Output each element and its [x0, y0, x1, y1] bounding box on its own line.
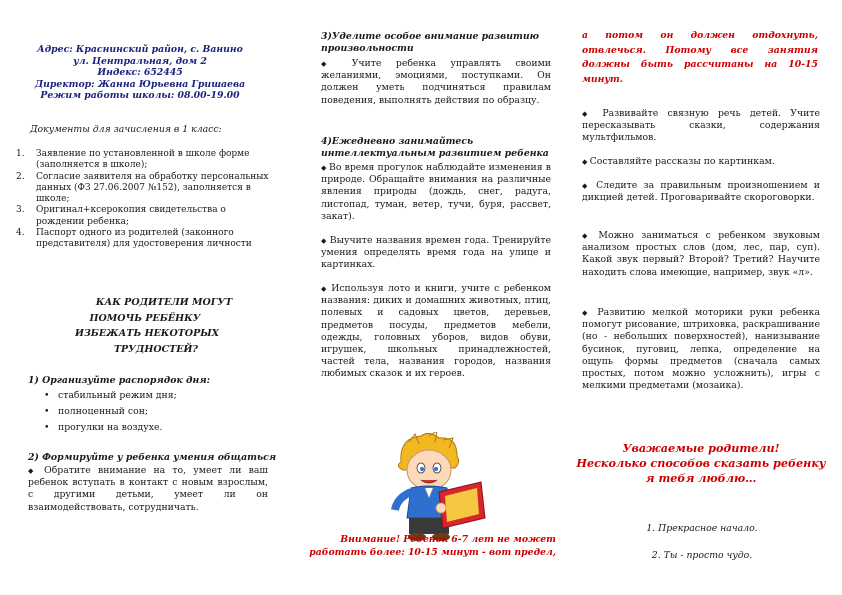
schoolboy-illustration [369, 432, 489, 542]
bullet-icon: ◆ [582, 158, 590, 166]
list-item [16, 149, 274, 172]
item-text: Оригинал+ксерокопия свидетельства о рождении ребенка; [36, 205, 226, 227]
middle-panel [281, 0, 562, 595]
bullet-icon: ◆ [582, 232, 599, 240]
address-line: Индекс: 652445 [97, 67, 183, 79]
paragraph-text: Выучите названия времен года. Тренируйте умения определять время года на улице и картинках. [321, 235, 551, 271]
bullet-icon: • [44, 406, 50, 417]
bullet-icon: ◆ [321, 237, 330, 245]
item-text: полноценный сон; [58, 406, 149, 417]
heading-line: Уважаемые родители! [622, 441, 780, 455]
list-item [582, 156, 820, 168]
bullet-icon: ◆ [321, 164, 329, 172]
title-line: ИЗБЕЖАТЬ НЕКОТОРЫХ [74, 328, 219, 339]
docs-heading: Документы для зачисления в 1 класс: [30, 124, 222, 135]
address-line: ул. Центральная, дом 2 [73, 55, 207, 67]
item-text: прогулки на воздухе. [58, 422, 163, 433]
list-item [582, 108, 820, 145]
item-text: стабильный режим дня; [58, 390, 177, 401]
paragraph-text: Используя лото и книги, учите с ребенком названия: диких и домашних животных, птиц, полевых и садовых цветов, деревьев, предметов посуды, предметов мебели, одежды, головных уборов, видов обуви, игрушек, школьных принадлежностей, частей тела, названия городов, названия любимых сказок и их героев. [321, 283, 552, 380]
list-item [44, 404, 177, 420]
list-item [582, 307, 820, 392]
section3-text [321, 58, 551, 107]
paragraph-text: Во время прогулок наблюдайте изменения в природе. Обращайте внимания на различные явления природы (дождь, снег, радуга, листопад, туман, ветер, тучи, буря, рассвет, закат). [321, 162, 551, 222]
list-item [582, 230, 820, 279]
item-number: 4. [16, 228, 25, 239]
paragraph-text: Следите за правильным произношением и дикцией детей. Проговаривайте скороговорки. [582, 180, 820, 204]
attention-note: Внимание! Ребенок 6-7 лет не может работать более: 10-15 минут - вот предел, [309, 534, 556, 558]
list-item [16, 228, 274, 251]
paragraph-text: Развитию мелкой моторики руки ребенка помогут рисование, штриховка, раскрашивание (но - небольших поверхностей), нанизывание бусинок, пуговиц, лепка, определение на ощупь формы предметов (сначала самых простых, потом можно усложнить), игры с мелкими предметами (мозаика). [582, 307, 820, 392]
list-item [44, 420, 177, 436]
item-text: Согласие заявителя на обработку персональных данных (ФЗ 27.06.2007 №152), заполняется в школе; [36, 171, 269, 205]
way-item: 1. Прекрасное начало. [646, 523, 758, 534]
docs-list [16, 149, 274, 251]
item-number: 3. [16, 205, 25, 216]
rest-note: а потом он должен отдохнуть, отвлечься. Потому все занятия должны быть рассчитаны на 10-15 минут. [582, 30, 818, 85]
bullet-icon: ◆ [28, 467, 45, 475]
item-number: 1. [16, 149, 25, 159]
routine-list [44, 388, 177, 436]
item-number: 2. [16, 171, 25, 182]
title-line: ТРУДНОСТЕЙ? [113, 343, 199, 355]
item-text: Заявление по установленной в школе форме (заполняется в школе); [36, 149, 250, 171]
left-panel [0, 0, 281, 595]
right-panel [562, 0, 842, 595]
bullet-icon: ◆ [582, 110, 603, 118]
school-address [20, 44, 260, 102]
paragraph-text: Развивайте связную речь детей. Учите пересказывать сказки, содержания мультфильмов. [582, 108, 820, 144]
title-line: ПОМОЧЬ РЕБЁНКУ [89, 312, 201, 324]
item-text: Паспорт одного из родителей (законного представителя) для удостоверения личности [36, 228, 252, 250]
bullet-icon: ◆ [321, 60, 352, 68]
list-item [16, 205, 274, 228]
help-title [60, 295, 240, 357]
love-heading [572, 441, 830, 486]
list-item [321, 162, 551, 223]
section1-heading: 1) Организуйте распорядок дня: [28, 375, 211, 386]
section2-text [28, 465, 268, 514]
paragraph-text: Можно заниматься с ребенком звуковым анализом простых слов (дом, лес, пар, суп). Какой звук первый? Второй? Третий? Научите находить слова имеющие, например, звук «л». [582, 230, 821, 278]
paragraph-text: Обратите внимание на то, умеет ли ваш ребенок вступать в контакт с новым взрослым, с другими детьми, умеет ли он взаимодействовать, сотрудничать. [28, 465, 269, 513]
bullet-icon: • [44, 422, 50, 433]
bullet-icon: • [44, 390, 50, 401]
heading-line: Несколько способов сказать ребенку [576, 456, 826, 470]
bullet-icon: ◆ [321, 285, 332, 293]
list-item [321, 235, 551, 272]
title-line: КАК РОДИТЕЛИ МОГУТ [95, 297, 233, 308]
list-item [44, 388, 177, 404]
address-line: Режим работы школы: 08.00-19.00 [40, 90, 240, 102]
list-item [16, 172, 274, 206]
section2-heading: 2) Формируйте у ребенка умения общаться [28, 452, 277, 463]
list-item [582, 180, 820, 204]
bullet-icon: ◆ [582, 182, 597, 190]
address-line: Директор: Жанна Юрьевна Гришаева [34, 78, 246, 90]
heading-line: я тебя люблю… [645, 471, 757, 485]
address-line: Адрес: Краснинский район, с. Ванино [37, 44, 243, 55]
section3-heading: 3)Уделите особое внимание развитию произвольности [321, 31, 539, 55]
paragraph-text: Учите ребенка управлять своими желаниями, эмоциями, поступками. Он должен уметь подчиняться правилам поведения, выполнять действия по образцу. [321, 58, 551, 106]
way-item: 2. Ты - просто чудо. [651, 550, 753, 561]
paragraph-text: Составляйте рассказы по картинкам. [589, 156, 775, 167]
section4-heading: 4)Ежедневно занимайтесь интеллектуальным развитием ребенка [321, 136, 549, 160]
list-item [321, 283, 551, 381]
bullet-icon: ◆ [582, 309, 598, 317]
